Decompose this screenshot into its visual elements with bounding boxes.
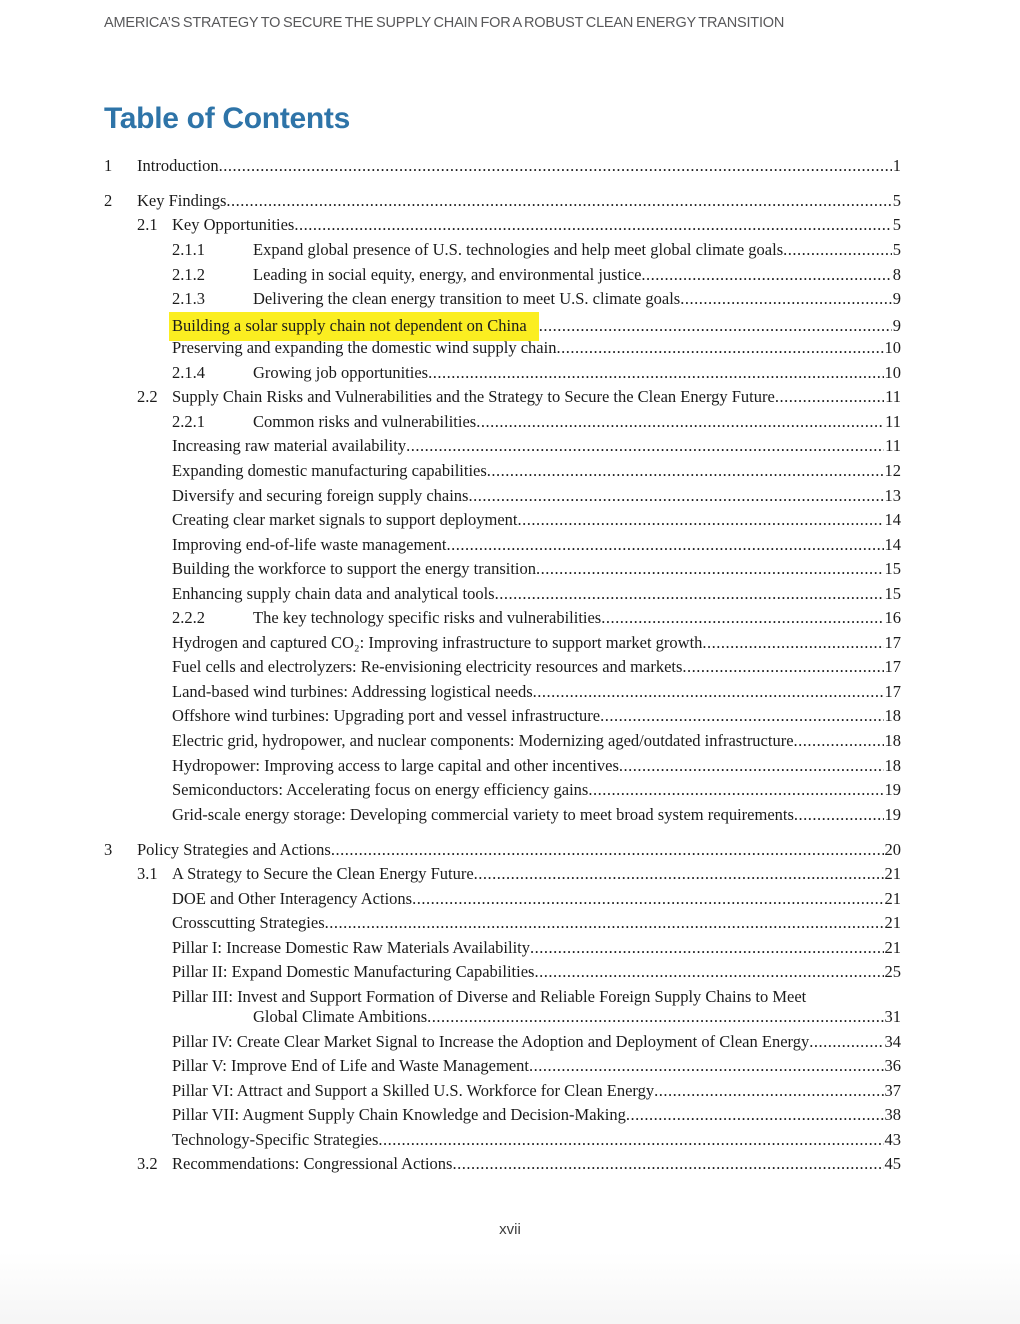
footer-page-number: xvii — [499, 1221, 521, 1238]
entry-title: Key Findings — [137, 190, 227, 210]
toc-entry[interactable] — [104, 887, 901, 912]
entry-number: 3.1 — [137, 864, 158, 884]
entry-page: 20 — [884, 839, 901, 859]
entry-page: 10 — [884, 338, 901, 358]
entry-page: 9 — [892, 315, 901, 335]
toc-entry[interactable] — [104, 434, 901, 459]
entry-leader — [294, 213, 891, 238]
toc-entry[interactable] — [104, 631, 901, 656]
entry-number: 3 — [104, 839, 113, 859]
entry-leader — [427, 1005, 883, 1030]
entry-number: 2.1.4 — [172, 362, 205, 382]
entry-page: 5 — [892, 240, 901, 260]
entry-number: 2.1.3 — [172, 289, 205, 309]
entry-leader — [702, 631, 883, 656]
entry-leader — [518, 508, 884, 533]
entry-title: Crosscutting Strategies — [172, 913, 325, 933]
entry-title: Recommendations: Congressional Actions — [172, 1154, 453, 1174]
entry-number: 2.2.2 — [172, 608, 205, 628]
entry-title: Global Climate Ambitions — [253, 1007, 428, 1027]
entry-leader — [446, 533, 883, 558]
entry-title: Leading in social equity, energy, and environmental justice — [253, 264, 642, 284]
toc-entry[interactable] — [104, 385, 901, 410]
entry-leader — [783, 238, 892, 263]
entry-page: 14 — [884, 534, 901, 554]
entry-page: 19 — [884, 780, 901, 800]
toc-entry[interactable] — [104, 606, 901, 631]
entry-number: 2 — [104, 190, 113, 210]
entry-title: Improving end-of-life waste management — [172, 534, 447, 554]
entry-page: 12 — [884, 460, 901, 480]
entry-title: DOE and Other Interagency Actions — [172, 888, 413, 908]
page-title: Table of Contents — [104, 102, 351, 135]
entry-number: 2.2 — [137, 387, 158, 407]
entry-number: 2.1.2 — [172, 264, 205, 284]
entry-page: 25 — [884, 962, 901, 982]
entry-title: Hydrogen and captured CO₂: Improving infrastructure to support market growth — [172, 632, 703, 652]
toc-entry[interactable] — [104, 213, 901, 238]
entry-page: 21 — [884, 888, 901, 908]
entry-title: Creating clear market signals to support deployment — [172, 510, 518, 530]
toc-entry[interactable] — [104, 1079, 901, 1104]
entry-page: 36 — [884, 1056, 901, 1076]
entry-leader — [654, 1079, 883, 1104]
toc-entry[interactable] — [104, 1103, 901, 1128]
entry-title: Common risks and vulnerabilities — [253, 411, 477, 431]
page-bottom-fade — [0, 1252, 1020, 1324]
entry-number: 2.1.1 — [172, 240, 205, 260]
toc-entry[interactable] — [104, 410, 901, 435]
entry-title: Introduction — [137, 156, 219, 175]
entry-page: 11 — [885, 411, 901, 431]
entry-title: Increasing raw material availability — [172, 436, 407, 456]
entry-title: Pillar IV: Create Clear Market Signal to Increase the Adoption and Deployment of Clean Energy — [172, 1031, 810, 1051]
entry-leader — [474, 862, 884, 887]
entry-title: A Strategy to Secure the Clean Energy Future — [172, 864, 474, 884]
entry-leader — [588, 778, 883, 803]
entry-page: 31 — [884, 1007, 901, 1027]
entry-title: Delivering the clean energy transition to meet U.S. climate goals — [253, 289, 681, 309]
entry-page: 16 — [884, 608, 901, 628]
entry-leader — [428, 361, 883, 386]
toc-entry[interactable] — [104, 263, 901, 288]
toc-entry[interactable] — [104, 936, 901, 961]
entry-page: 11 — [885, 387, 901, 407]
toc-entry[interactable] — [104, 862, 901, 887]
entry-title: Pillar VI: Attract and Support a Skilled U.S. Workforce for Clean Energy — [172, 1080, 655, 1100]
entry-title: Enhancing supply chain data and analytical tools — [172, 583, 495, 603]
running-header: AMERICA’S STRATEGY TO SECURE THE SUPPLY CHAIN FOR A ROBUST CLEAN ENERGY TRANSITION — [104, 15, 785, 31]
entry-title: Key Opportunities — [172, 215, 295, 235]
toc-entry[interactable] — [104, 154, 901, 179]
entry-title: Policy Strategies and Actions — [137, 839, 331, 859]
toc-entry[interactable] — [104, 336, 901, 361]
entry-title: The key technology specific risks and vulnerabilities — [253, 608, 602, 628]
toc-entry[interactable] — [104, 729, 901, 754]
entry-title: Expanding domestic manufacturing capabilities — [172, 460, 487, 480]
entry-page: 43 — [884, 1129, 901, 1149]
entry-title: Semiconductors: Accelerating focus on energy efficiency gains — [172, 780, 589, 800]
entry-title: Land-based wind turbines: Addressing logistical needs — [172, 681, 533, 701]
entry-page: 17 — [884, 657, 901, 677]
entry-page: 45 — [884, 1154, 901, 1174]
entry-title: Building the workforce to support the energy transition — [172, 559, 536, 579]
entry-title: Hydropower: Improving access to large capital and other incentives — [172, 755, 619, 775]
entry-leader — [536, 557, 884, 582]
entry-leader — [619, 754, 884, 779]
toc-entry[interactable] — [104, 704, 901, 729]
entry-leader — [794, 803, 884, 828]
entry-page: 5 — [892, 190, 901, 210]
toc-entry[interactable] — [104, 1054, 901, 1079]
entry-title: Supply Chain Risks and Vulnerabilities and the Strategy to Secure the Clean Energy Future — [172, 387, 775, 407]
entry-leader — [406, 434, 884, 459]
entry-page: 37 — [884, 1080, 901, 1100]
toc-entry[interactable] — [104, 778, 901, 803]
entry-leader — [534, 960, 883, 985]
toc-entry[interactable] — [104, 1128, 901, 1153]
entry-leader — [476, 410, 884, 435]
toc-entry[interactable] — [104, 287, 901, 312]
entry-page: 18 — [884, 706, 901, 726]
entry-page: 21 — [884, 864, 901, 884]
entry-title: Electric grid, hydropower, and nuclear components: Modernizing aged/outdated infrastructure — [172, 730, 794, 750]
toc-entry[interactable] — [104, 803, 901, 828]
entry-title: Pillar III: Invest and Support Formation of Diverse and Reliable Foreign Supply Chains to Meet — [172, 986, 807, 1006]
entry-number: 3.2 — [137, 1154, 158, 1174]
entry-page: 21 — [884, 937, 901, 957]
entry-page: 5 — [892, 215, 901, 235]
entry-leader — [775, 385, 884, 410]
entry-title: Pillar VII: Augment Supply Chain Knowledge and Decision-Making — [172, 1105, 626, 1125]
entry-page: 8 — [892, 264, 901, 284]
toc-entry[interactable] — [104, 1030, 901, 1055]
entry-title: Pillar II: Expand Domestic Manufacturing Capabilities — [172, 962, 535, 982]
entry-title: Pillar V: Improve End of Life and Waste Management — [172, 1056, 529, 1076]
entry-leader — [468, 484, 883, 509]
entry-page: 15 — [884, 559, 901, 579]
toc-entry[interactable] — [104, 557, 901, 582]
toc-entry[interactable] — [104, 680, 901, 705]
entry-leader — [412, 887, 883, 912]
toc-entry[interactable] — [104, 484, 901, 509]
toc-entry[interactable] — [104, 1152, 901, 1177]
entry-leader — [219, 154, 892, 179]
entry-page: 17 — [884, 632, 901, 652]
entry-title: Diversify and securing foreign supply chains — [172, 485, 469, 505]
entry-number: 2.1 — [137, 215, 158, 235]
entry-page: 10 — [884, 362, 901, 382]
toc-entry[interactable] — [104, 754, 901, 779]
toc-entry[interactable] — [104, 459, 901, 484]
toc-entry[interactable] — [104, 960, 901, 985]
entry-leader — [680, 287, 892, 312]
entry-number: 2.2.1 — [172, 411, 205, 431]
entry-leader — [809, 1030, 883, 1055]
entry-leader — [641, 263, 891, 288]
entry-page: 21 — [884, 913, 901, 933]
toc-entry[interactable] — [104, 238, 901, 263]
entry-page: 1 — [892, 156, 901, 175]
entry-leader — [556, 336, 883, 361]
entry-title: Technology-Specific Strategies — [172, 1129, 379, 1149]
toc-entry[interactable] — [104, 582, 901, 607]
entry-leader — [601, 606, 883, 631]
entry-leader — [626, 1103, 884, 1128]
entry-title: Offshore wind turbines: Upgrading port and vessel infrastructure — [172, 706, 601, 726]
entry-page: 14 — [884, 510, 901, 530]
entry-page: 15 — [884, 583, 901, 603]
toc-entry[interactable] — [104, 533, 901, 558]
entry-title: Building a solar supply chain not dependent on China — [169, 312, 539, 342]
entry-leader — [530, 936, 883, 961]
entry-number: 1 — [104, 156, 113, 175]
table-of-contents — [104, 154, 901, 1177]
entry-title: Growing job opportunities — [253, 362, 429, 382]
entry-leader — [226, 189, 891, 214]
entry-page: 18 — [884, 730, 901, 750]
entry-page: 19 — [884, 804, 901, 824]
entry-title: Grid-scale energy storage: Developing commercial variety to meet broad system requirements — [172, 804, 794, 824]
entry-leader — [495, 582, 884, 607]
entry-leader — [539, 314, 892, 339]
entry-title: Preserving and expanding the domestic wind supply chain — [172, 338, 557, 358]
toc-entry[interactable] — [104, 361, 901, 386]
entry-page: 9 — [892, 289, 901, 309]
entry-page: 38 — [884, 1105, 901, 1125]
entry-leader — [487, 459, 884, 484]
entry-title: Expand global presence of U.S. technologies and help meet global climate goals — [253, 240, 784, 260]
entry-leader — [794, 729, 884, 754]
entry-page: 18 — [884, 755, 901, 775]
toc-entry[interactable] — [104, 655, 901, 680]
entry-leader — [331, 838, 884, 863]
entry-title: Pillar I: Increase Domestic Raw Materials Availability — [172, 937, 531, 957]
entry-leader — [533, 680, 884, 705]
toc-entry[interactable] — [104, 312, 901, 337]
toc-entry[interactable] — [104, 838, 901, 863]
entry-leader — [325, 911, 884, 936]
entry-title: Fuel cells and electrolyzers: Re-envisioning electricity resources and markets — [172, 657, 683, 677]
entry-leader — [600, 704, 883, 729]
entry-page: 17 — [884, 681, 901, 701]
entry-page: 34 — [884, 1031, 901, 1051]
entry-page: 11 — [885, 436, 901, 456]
toc-entry[interactable] — [104, 508, 901, 533]
entry-leader — [682, 655, 883, 680]
entry-leader — [529, 1054, 884, 1079]
toc-entry[interactable] — [104, 189, 901, 214]
toc-entry[interactable] — [104, 911, 901, 936]
entry-leader — [378, 1128, 883, 1153]
entry-page: 13 — [884, 485, 901, 505]
entry-leader — [452, 1152, 883, 1177]
